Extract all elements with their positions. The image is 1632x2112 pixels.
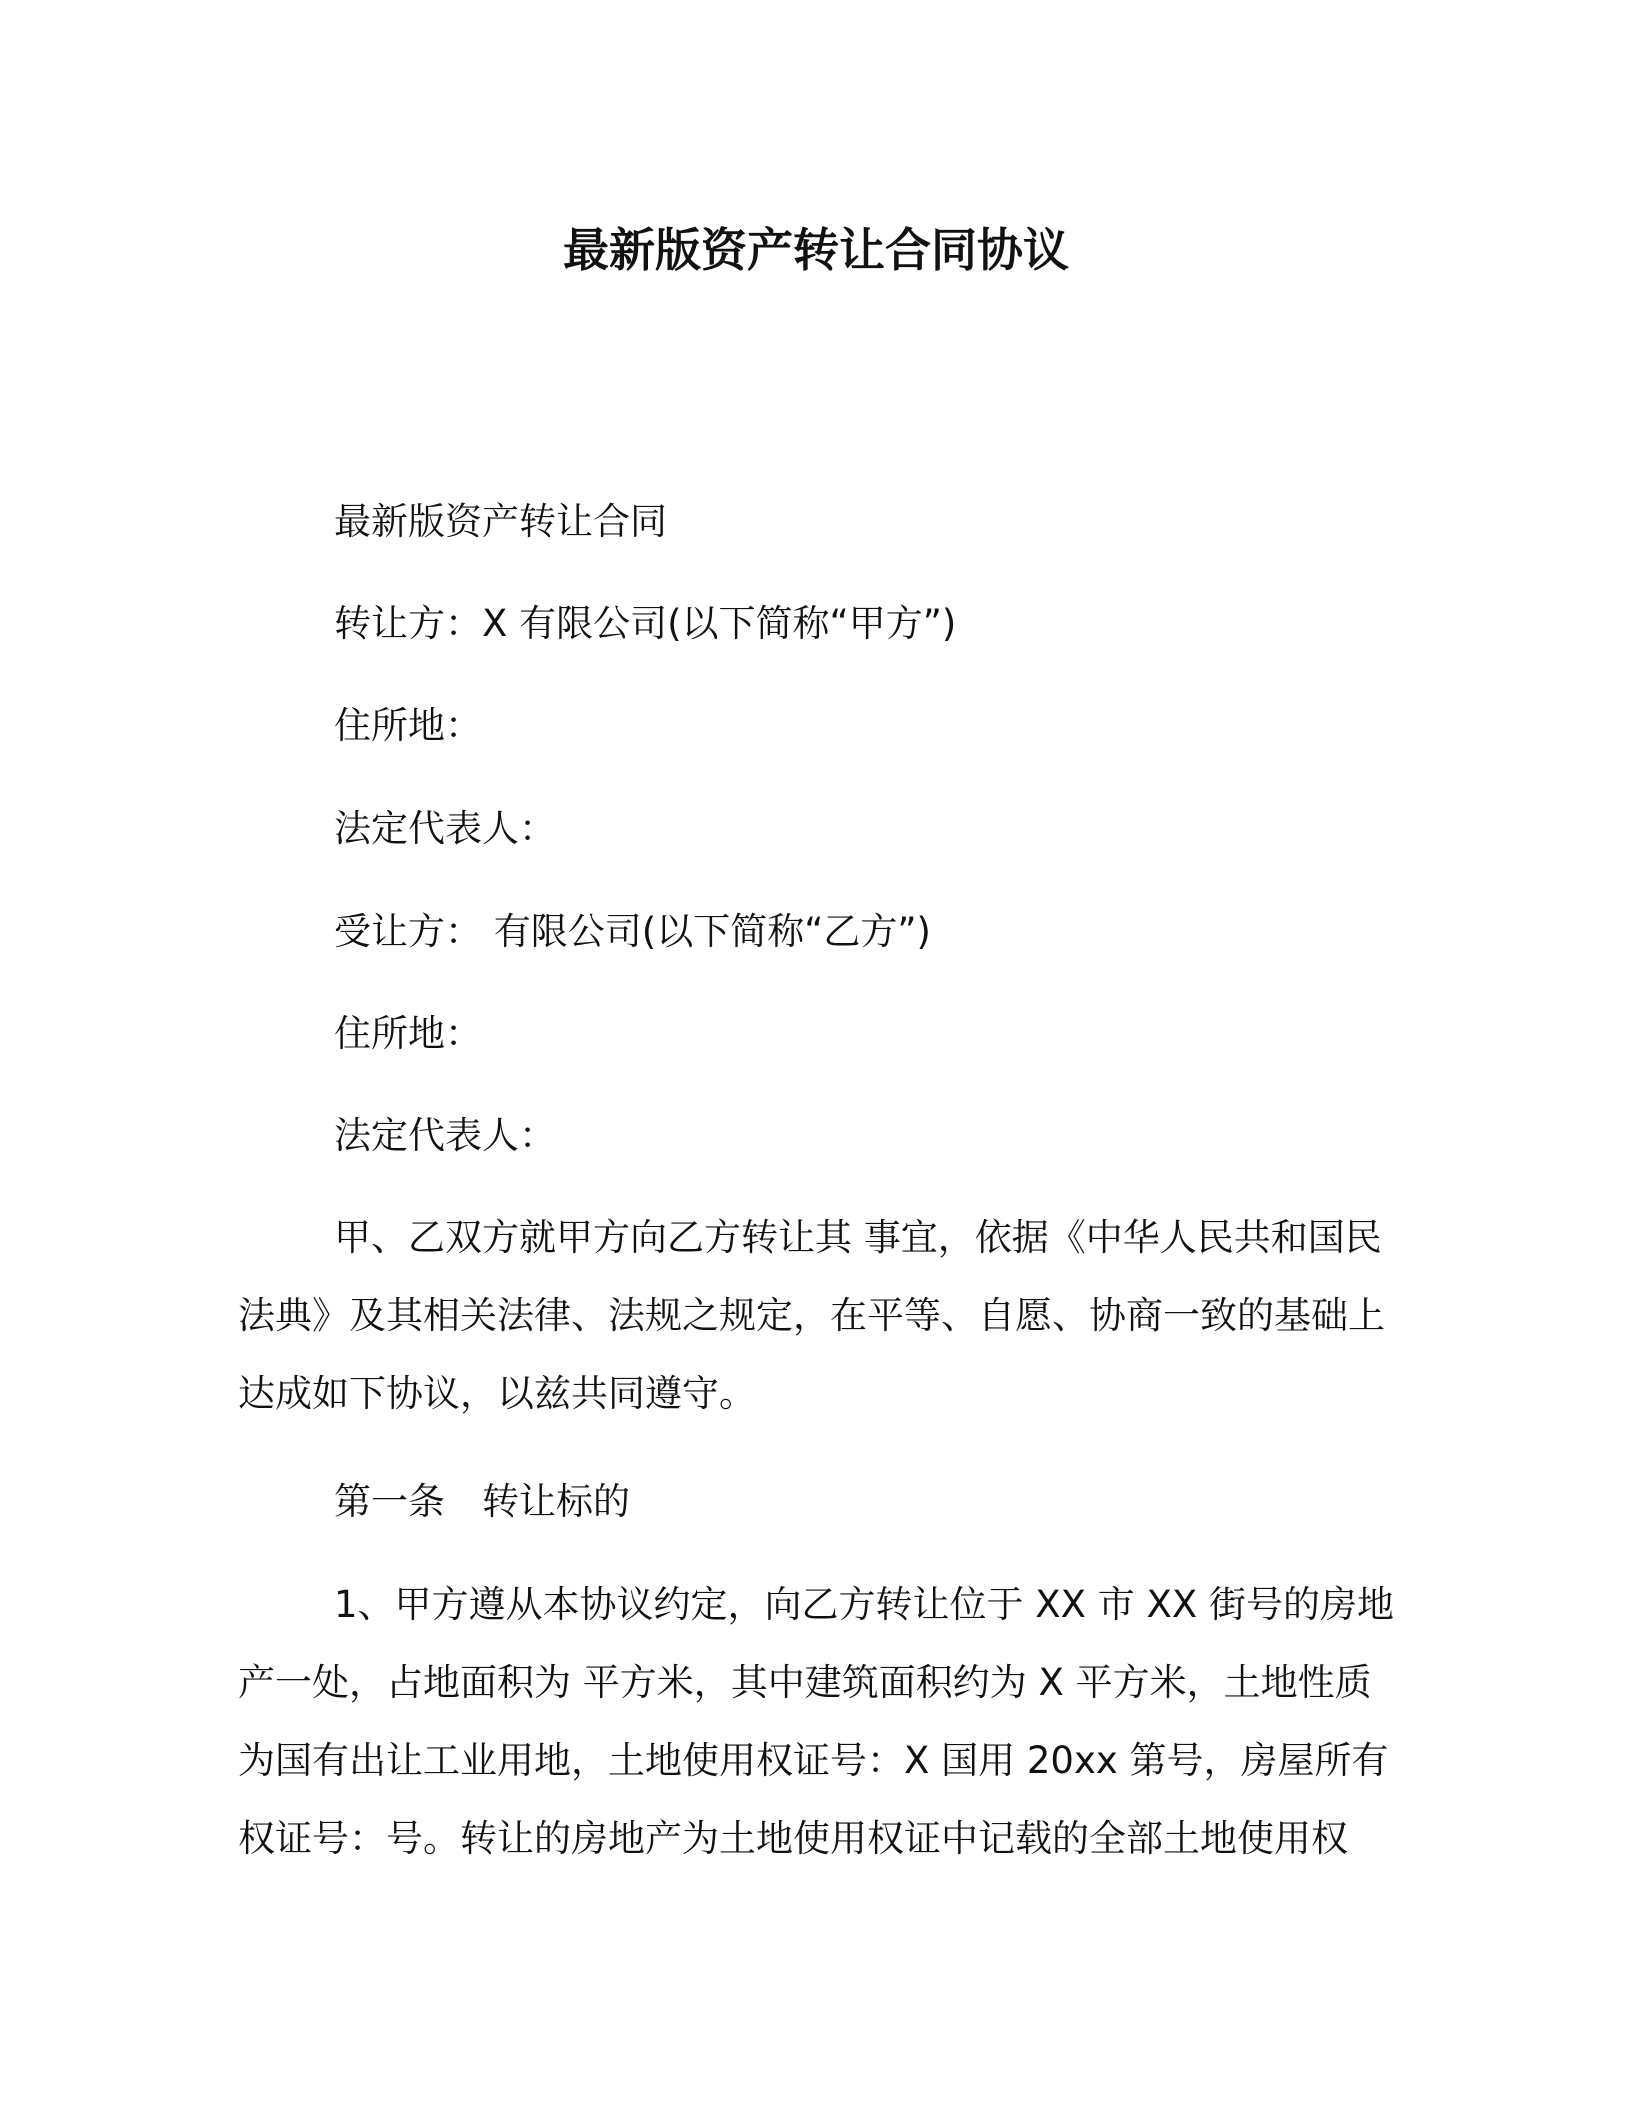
transferor-representative-line: 法定代表人： (334, 807, 556, 850)
transferee-address-line: 住所地： (334, 1012, 482, 1055)
page-title: 最新版资产转让合同协议 (563, 223, 1069, 277)
transferee-representative-line: 法定代表人： (334, 1114, 556, 1157)
transferee-line: 受让方： 有限公司(以下简称“乙方”) (334, 910, 931, 953)
article1-heading: 第一条 转让标的 (334, 1480, 630, 1523)
transferor-address-line: 住所地： (334, 704, 482, 747)
preamble-paragraph: 甲、乙双方就甲方向乙方转让其 事宜，依据《中华人民共和国民法典》及其相关法律、法规之规定，在平等、自愿、协商一致的基础上达成如下协议，以兹共同遵守。 (238, 1216, 1385, 1415)
article1-clause1-paragraph: 1、甲方遵从本协议约定，向乙方转让位于 XX 市 XX 街号的房地产一处，占地面积为 平方米，其中建筑面积约为 X 平方米，土地性质为国有出让工业用地，土地使用权证号：X 国用 20xx 第号，房屋所有权证号：号。转让的房地产为土地使用权证中记载的全部土地使用权 (238, 1583, 1394, 1860)
transferor-line: 转让方：X 有限公司(以下简称“甲方”) (334, 602, 957, 645)
contract-subtitle: 最新版资产转让合同 (334, 500, 667, 543)
